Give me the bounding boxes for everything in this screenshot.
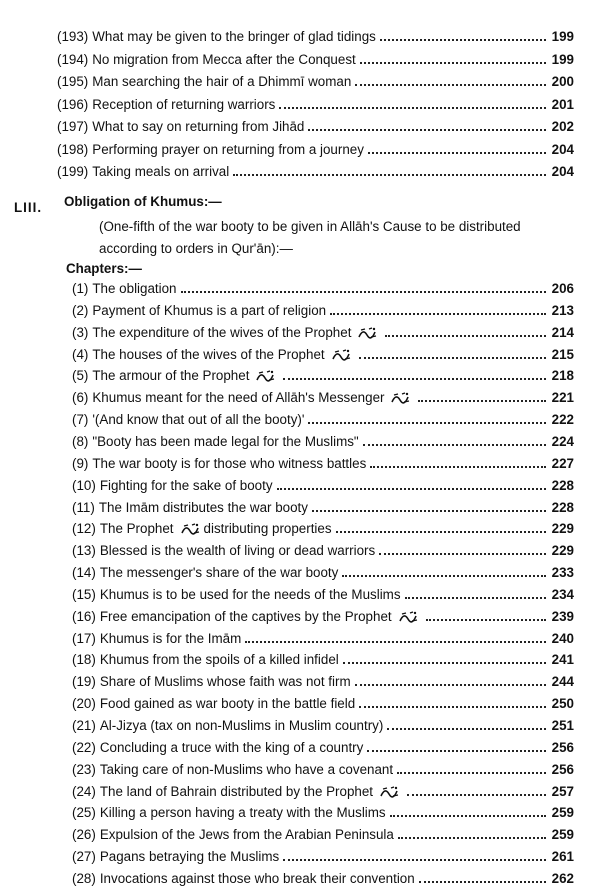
entry-number: (23) [72, 761, 96, 777]
entry-number: (197) [57, 119, 89, 134]
entry-page-number: 256 [551, 739, 574, 755]
dot-leader [343, 652, 546, 664]
dot-leader [418, 390, 545, 402]
toc-entry [72, 320, 574, 340]
entry-page-number: 233 [551, 565, 574, 581]
toc-entry [57, 114, 574, 134]
entry-page-number: 257 [551, 783, 574, 799]
dot-leader [330, 303, 546, 315]
toc-entry [72, 604, 574, 624]
entry-title: "Booty has been made legal for the Muslims" [92, 433, 359, 449]
dot-leader [407, 784, 546, 796]
dot-leader [308, 412, 545, 424]
prophet-seal-icon [180, 522, 202, 536]
entry-page-number: 261 [551, 849, 574, 865]
entry-number: (18) [72, 652, 96, 668]
toc-entry [72, 669, 574, 689]
toc-entry [72, 538, 574, 558]
entry-page-number: 244 [551, 674, 574, 690]
entry-page-number: 239 [551, 608, 574, 624]
dot-leader [181, 281, 546, 293]
entry-page-number: 224 [551, 433, 574, 449]
toc-entry [72, 647, 574, 667]
dot-leader [360, 52, 546, 64]
entry-number: (5) [72, 368, 89, 384]
toc-entry [72, 516, 574, 536]
entry-number: (27) [72, 849, 96, 865]
toc-entry [72, 385, 574, 405]
entry-title: Share of Muslims whose faith was not firm [99, 674, 351, 690]
section-description: (One-fifth of the war booty to be given in Allāh's Cause to be distributed according to orders in Qur'ān):— [99, 219, 521, 256]
entry-number: (12) [72, 521, 96, 537]
dot-leader [312, 500, 546, 512]
entry-page-number: 259 [551, 827, 574, 843]
entry-title: Taking care of non-Muslims who have a covenant [99, 761, 394, 777]
entry-title: The Prophet [99, 521, 174, 537]
entry-title: Reception of returning warriors [92, 96, 276, 112]
entry-number: (13) [72, 543, 96, 559]
entry-title: The land of Bahrain distributed by the Prophet [99, 783, 374, 799]
toc-entry [72, 626, 574, 646]
entry-number: (194) [57, 51, 89, 67]
dot-leader [368, 142, 546, 154]
toc-entry [72, 429, 574, 449]
entry-page-number: 204 [551, 141, 574, 157]
entry-page-number: 199 [551, 51, 574, 67]
entry-page-number: 200 [551, 74, 574, 89]
dot-leader [397, 762, 546, 774]
dot-leader [380, 29, 546, 41]
entry-page-number: 213 [551, 302, 574, 318]
entry-number: (2) [72, 302, 89, 318]
dot-leader [367, 740, 545, 752]
toc-entry [72, 757, 574, 777]
entry-page-number: 222 [551, 412, 574, 428]
dot-leader [398, 827, 546, 839]
dot-leader [379, 543, 545, 555]
entry-title: The expenditure of the wives of the Prophet [92, 324, 352, 340]
entry-number: (4) [72, 346, 89, 362]
entry-title: Taking meals on arrival [92, 164, 230, 179]
entry-page-number: 206 [551, 281, 574, 296]
entry-title: The Imām distributes the war booty [98, 499, 308, 515]
entry-page-number: 262 [551, 870, 574, 886]
dot-leader [279, 97, 545, 109]
entry-page-number: 214 [551, 324, 574, 340]
entry-title-continued: distributing properties [203, 521, 332, 537]
entry-number: (3) [72, 324, 89, 340]
toc-entry [72, 844, 574, 864]
toc-entry [72, 363, 574, 383]
entry-number: (21) [72, 718, 96, 733]
toc-entry [57, 137, 574, 157]
toc-entry [72, 451, 574, 471]
entry-number: (195) [57, 74, 89, 89]
toc-entry [72, 735, 574, 755]
entry-number: (25) [72, 805, 96, 821]
entry-title: Expulsion of the Jews from the Arabian Peninsula [99, 827, 394, 843]
dot-leader [308, 119, 545, 131]
toc-entry [72, 779, 574, 799]
entry-page-number: 228 [551, 477, 574, 493]
dot-leader [385, 325, 545, 337]
toc-entry [72, 691, 574, 711]
entry-page-number: 229 [551, 521, 574, 537]
entry-number: (7) [72, 412, 89, 428]
entry-number: (1) [72, 281, 89, 296]
dot-leader [405, 587, 546, 599]
entry-title: Free emancipation of the captives by the Prophet [99, 608, 392, 624]
entry-title: Khumus from the spoils of a killed infidel [99, 652, 339, 668]
entry-number: (10) [72, 477, 96, 493]
dot-leader [359, 347, 546, 359]
entry-title: Concluding a truce with the king of a country [99, 739, 364, 755]
entry-page-number: 251 [551, 718, 574, 733]
entry-title: The war booty is for those who witness battles [92, 455, 367, 471]
entry-title: Invocations against those who break their convention [99, 870, 415, 886]
entry-title: Fighting for the sake of booty [99, 477, 273, 493]
dot-leader [426, 609, 546, 621]
entry-number: (20) [72, 696, 96, 712]
entry-number: (19) [72, 674, 96, 690]
entry-number: (14) [72, 565, 96, 581]
dot-leader [283, 849, 545, 861]
entry-title: Man searching the hair of a Dhimmī woman [92, 74, 352, 89]
entry-title: Pagans betraying the Muslims [99, 849, 280, 865]
entry-number: (28) [72, 870, 96, 886]
dot-leader [233, 164, 545, 176]
entry-title: Food gained as war booty in the battle field [99, 696, 356, 712]
toc-entry [57, 24, 574, 44]
entry-title: What to say on returning from Jihād [92, 119, 305, 134]
dot-leader [370, 456, 545, 468]
toc-entry [72, 342, 574, 362]
toc-entry [72, 495, 574, 515]
entry-page-number: 201 [551, 96, 574, 112]
dot-leader [363, 434, 546, 446]
entry-title: Killing a person having a treaty with the Muslims [99, 805, 386, 821]
dot-leader [355, 74, 545, 86]
entry-page-number: 221 [551, 390, 574, 406]
entry-page-number: 204 [551, 164, 574, 179]
dot-leader [359, 696, 545, 708]
entry-title: '(And know that out of all the booty)' [92, 412, 305, 428]
entry-title: The houses of the wives of the Prophet [92, 346, 325, 362]
dot-leader [390, 805, 546, 817]
toc-entry [72, 473, 574, 493]
toc-entry [72, 276, 574, 296]
prophet-seal-icon [357, 326, 379, 340]
entry-page-number: 202 [551, 119, 574, 134]
entry-title: The obligation [92, 281, 177, 296]
toc-entry [72, 800, 574, 820]
entry-title: Al-Jizya (tax on non-Muslims in Muslim country) [99, 718, 384, 733]
toc-entry [72, 866, 574, 886]
dot-leader [342, 565, 545, 577]
prophet-seal-icon [255, 369, 277, 383]
entry-title: The armour of the Prophet [92, 368, 250, 384]
entry-title: Khumus meant for the need of Allāh's Messenger [92, 390, 385, 406]
dot-leader [387, 718, 545, 730]
entry-number: (199) [57, 164, 89, 179]
section-number: LIII. [14, 200, 43, 215]
toc-entry [72, 822, 574, 842]
entry-number: (9) [72, 455, 89, 471]
entry-number: (16) [72, 608, 96, 624]
dot-leader [336, 521, 546, 533]
entry-title: Blessed is the wealth of living or dead warriors [99, 543, 376, 559]
prophet-seal-icon [398, 610, 420, 624]
entry-page-number: 227 [551, 455, 574, 471]
dot-leader [245, 631, 545, 643]
toc-entry [72, 582, 574, 602]
toc-entry [72, 407, 574, 427]
toc-entry [57, 69, 574, 89]
entry-page-number: 215 [551, 346, 574, 362]
entry-title: Khumus is for the Imām [99, 630, 242, 646]
entry-number: (193) [57, 29, 89, 44]
entry-number: (22) [72, 739, 96, 755]
section-title: Obligation of Khumus:— [64, 194, 222, 209]
entry-page-number: 259 [551, 805, 574, 821]
entry-number: (26) [72, 827, 96, 843]
entry-number: (8) [72, 433, 89, 449]
toc-entry [57, 92, 574, 112]
entry-title: Khumus is to be used for the needs of the Muslims [99, 586, 401, 602]
entry-title: No migration from Mecca after the Conquest [92, 51, 356, 67]
entry-page-number: 199 [551, 29, 574, 44]
toc-entry [57, 47, 574, 67]
toc-entry [72, 713, 574, 733]
prophet-seal-icon [390, 391, 412, 405]
entry-page-number: 229 [551, 543, 574, 559]
prophet-seal-icon [379, 785, 401, 799]
dot-leader [419, 871, 546, 883]
entry-page-number: 234 [551, 586, 574, 602]
entry-page-number: 218 [551, 368, 574, 384]
entry-title: The messenger's share of the war booty [99, 565, 339, 581]
entry-page-number: 250 [551, 696, 574, 712]
entry-number: (17) [72, 630, 96, 646]
entry-number: (6) [72, 390, 89, 406]
entry-title: Payment of Khumus is a part of religion [92, 302, 327, 318]
entry-page-number: 256 [551, 761, 574, 777]
dot-leader [277, 478, 546, 490]
dot-leader [355, 674, 546, 686]
prophet-seal-icon [331, 348, 353, 362]
entry-number: (198) [57, 141, 89, 157]
entry-title: What may be given to the bringer of glad tidings [92, 29, 376, 44]
entry-number: (15) [72, 586, 96, 602]
toc-entry [72, 560, 574, 580]
entry-number: (11) [72, 499, 95, 515]
entry-number: (196) [57, 96, 89, 112]
entry-number: (24) [72, 783, 96, 799]
entry-page-number: 240 [551, 630, 574, 646]
entry-page-number: 228 [551, 499, 574, 515]
dot-leader [283, 368, 545, 380]
toc-entry [57, 159, 574, 179]
entry-page-number: 241 [551, 652, 574, 668]
chapters-label: Chapters:— [66, 261, 142, 276]
entry-title: Performing prayer on returning from a journey [92, 141, 364, 157]
toc-entry [72, 298, 574, 318]
